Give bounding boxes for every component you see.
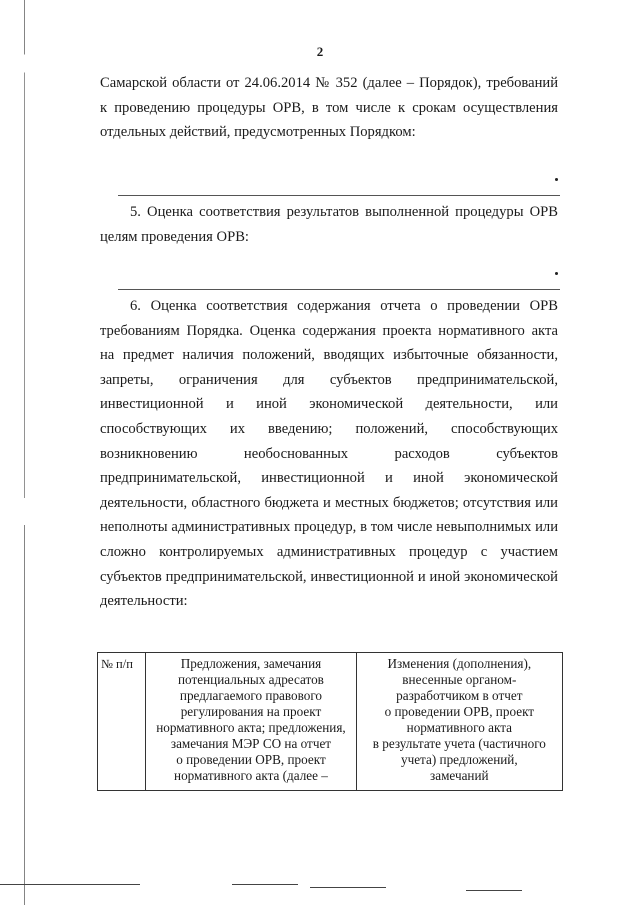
text-line: отдельных действий, предусмотренных Порядком: xyxy=(100,124,416,141)
text-line: Самарской области от 24.06.2014 № 352 (далее – Порядок), требований xyxy=(100,75,558,91)
fill-in-marker xyxy=(555,178,558,181)
proposals-table xyxy=(97,652,563,791)
text-line: сложно контролируемых административных процедур с участием xyxy=(100,543,558,560)
text-line: субъектов предпринимательской, инвестиционной и иной экономической xyxy=(100,568,558,585)
text-line: инвестиционной и иной экономической деятельности, или xyxy=(100,396,558,413)
text-line: 6. Оценка соответствия содержания отчета о проведении ОРВ xyxy=(130,298,558,314)
paragraph-intro xyxy=(100,71,558,145)
table-header-changes: Изменения (дополнения), внесенные органом- разработчиком в отчет о проведении ОРВ, проект нормативного акта в результате учета (частичного учета) предложений, замечаний xyxy=(356,653,562,791)
scan-edge-mark xyxy=(466,890,522,891)
text-line: 5. Оценка соответствия результатов выполненной процедуры ОРВ xyxy=(130,204,558,220)
scan-edge-line xyxy=(24,0,25,905)
table-header-row xyxy=(98,653,563,791)
paragraph-5 xyxy=(100,200,558,249)
paragraph-6 xyxy=(100,294,558,614)
fill-in-line xyxy=(118,289,560,290)
text-line: предпринимательской, инвестиционной и иной экономической xyxy=(100,470,558,487)
text-line: к проведению процедуры ОРВ, в том числе к срокам осуществления xyxy=(100,99,558,116)
text-line: требованиям Порядка. Оценка содержания проекта нормативного акта xyxy=(100,322,558,339)
text-line: неполноты административных процедур, в том числе невыполнимых или xyxy=(100,519,558,536)
page-number: 2 xyxy=(316,44,324,59)
text-line: целям проведения ОРВ: xyxy=(100,228,249,245)
scan-edge-mark xyxy=(310,887,386,888)
scan-edge-mark xyxy=(232,884,298,885)
text-line: деятельности, областного бюджета и местных бюджетов; отсутствия или xyxy=(100,494,558,511)
fill-in-marker xyxy=(555,272,558,275)
fill-in-line xyxy=(118,195,560,196)
text-line: на предмет наличия положений, вводящих избыточные обязанности, xyxy=(100,347,558,364)
table-header-number: № п/п xyxy=(98,653,146,791)
text-line: деятельности: xyxy=(100,593,188,610)
scan-edge-mark xyxy=(0,884,140,885)
text-line: возникновению необоснованных расходов субъектов xyxy=(100,445,558,462)
table-header-proposals: Предложения, замечания потенциальных адресатов предлагаемого правового регулирования на проект нормативного акта; предложения, замечания МЭР СО на отчет о проведении ОРВ, проект нормативного акта (далее – xyxy=(146,653,356,791)
text-line: способствующих их введению; положений, способствующих xyxy=(100,420,558,437)
text-line: запреты, ограничения для субъектов предпринимательской, xyxy=(100,371,558,388)
